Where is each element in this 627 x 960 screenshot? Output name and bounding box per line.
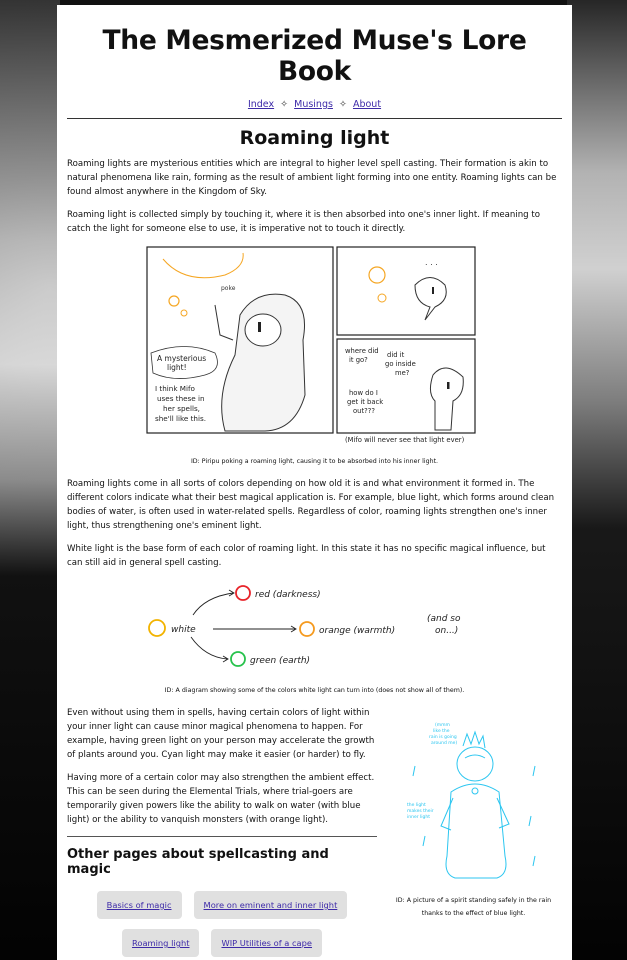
piripu-eye [258, 322, 261, 332]
diagram-label-white: white [170, 625, 196, 635]
arrow-to-red [193, 593, 233, 615]
speech-text: her spells, [162, 404, 200, 413]
spirit-crown [463, 732, 485, 748]
link-eminent-inner-light[interactable]: More on eminent and inner light [194, 891, 348, 919]
paragraph-collection: Roaming light is collected simply by touching it, where it is then absorbed into one's inner light. If meaning to catch the light for someone else to use, it is imperative not to touch it directly. [67, 210, 540, 234]
green-light-circle [231, 652, 245, 666]
comic-figure [67, 245, 562, 449]
diagram-label-red: red (darkness) [254, 590, 321, 600]
title-divider [67, 118, 562, 119]
two-column-section [67, 706, 562, 957]
white-light-circle [149, 620, 165, 636]
diagram-caption: ID: A diagram showing some of the colors white light can turn into (does not show all of them). [164, 687, 465, 694]
spirit-arms [441, 798, 509, 830]
background-left [0, 0, 60, 960]
speech-text: she'll like this. [154, 414, 206, 423]
speech-text: how do I [348, 389, 378, 397]
comic-footnote: (Mifo will never see that light ever) [344, 436, 464, 444]
spirit-note: inner light [407, 815, 430, 820]
paragraph-trials: Having more of a certain color may also strengthen the ambient effect. This can be seen during the Elemental Trials, where trial-goers are temporarily given powers like the ability to walk on water (with blue light) or the ability to vanquish monsters (with orange light). [67, 773, 375, 825]
link-roaming-light[interactable]: Roaming light [122, 929, 200, 957]
diagram-label-orange: orange (warmth) [318, 626, 395, 636]
nav-link-index[interactable]: Index [247, 99, 275, 110]
spirit-note: rain is going [429, 735, 457, 740]
speech-text: go inside [384, 360, 416, 368]
article-title: Roaming light [239, 127, 390, 149]
speech-text: get it back [346, 398, 383, 406]
arrow-to-green [191, 637, 227, 659]
spirit-note: around me) [431, 741, 458, 746]
diagram-and-so-on: on...) [434, 626, 458, 636]
comic-caption: ID: Piripu poking a roaming light, causing it to be absorbed into his inner light. [190, 458, 439, 465]
link-utilities-of-cape[interactable]: WIP Utilities of a cape [211, 929, 322, 957]
speech-text: A mysterious [156, 354, 206, 363]
paragraph-phenomena: Even without using them in spells, having certain colors of light within your inner light can cause minor magical phenomena to happen. For example, having green light on your person may accelerate the growth of plants around you. Cyan light may make it easier (or harder) to fly. [67, 708, 375, 760]
dots-text: . . . [424, 258, 438, 267]
top-nav [67, 99, 562, 110]
related-links [67, 891, 377, 957]
spirit-note: the light [407, 803, 426, 808]
spirit-note: (mmm [435, 723, 450, 728]
speech-text: out??? [352, 407, 375, 415]
piripu-eye [447, 382, 450, 389]
paragraph-intro: Roaming lights are mysterious entities which are integral to higher level spell casting. Their formation is akin to natural phenomena like rain, forming as the result of ambient light forming into one entity. Roaming lights can be found almost anywhere in the Kingdom of Sky. [67, 159, 557, 197]
speech-text: me? [394, 369, 409, 377]
diagram-and-so-on: (and so [426, 614, 460, 624]
diagram-label-green: green (earth) [249, 656, 310, 666]
nav-separator: ✧ [280, 99, 289, 110]
spirit-image [385, 706, 562, 886]
color-diagram [67, 579, 562, 678]
related-heading: Other pages about spellcasting and magic [67, 847, 329, 877]
comic-image [145, 245, 485, 445]
background-right [567, 0, 627, 960]
spirit-gem [472, 788, 478, 794]
color-diagram-image [135, 579, 495, 674]
right-column [385, 706, 562, 957]
speech-text: uses these in [156, 394, 205, 403]
spirit-caption: ID: A picture of a spirit standing safely in the rain thanks to the effect of blue light. [395, 897, 552, 917]
spirit-note: makes their [407, 809, 434, 814]
piripu-eye [432, 287, 434, 294]
piripu-head [245, 314, 281, 346]
spirit-note: like the [433, 729, 450, 734]
nav-separator: ✧ [338, 99, 347, 110]
related-divider [67, 836, 377, 837]
poke-text: poke [220, 285, 235, 292]
nav-link-musings[interactable]: Musings [294, 99, 333, 110]
spirit-head [457, 747, 493, 781]
speech-text: where did [344, 347, 379, 355]
paragraph-white-light: White light is the base form of each color of roaming light. In this state it has no specific magical influence, but can still aid in general spell casting. [67, 544, 546, 568]
red-light-circle [236, 586, 250, 600]
site-title: The Mesmerized Muse's Lore Book [102, 25, 527, 87]
left-column [67, 706, 377, 957]
speech-text: it go? [348, 356, 368, 364]
page-container [57, 5, 572, 960]
comic-panel-2 [337, 247, 475, 335]
spirit-hood [465, 755, 485, 758]
orange-light-circle [300, 622, 314, 636]
speech-text: I think Mifo [154, 384, 195, 393]
speech-text: light! [166, 363, 187, 372]
paragraph-colors: Roaming lights come in all sorts of colors depending on how old it is and what environment it formed in. The different colors indicate what their best magical application is. For example, blue light, which forms around clean bodies of water, is often used in water-related spells. Regardless of color, roaming lights strengthen one's inner light, thus strengthening one's eminent light. [67, 479, 555, 531]
nav-link-about[interactable]: About [352, 99, 382, 110]
speech-text: did it [386, 351, 404, 359]
link-basics-of-magic[interactable]: Basics of magic [97, 891, 182, 919]
